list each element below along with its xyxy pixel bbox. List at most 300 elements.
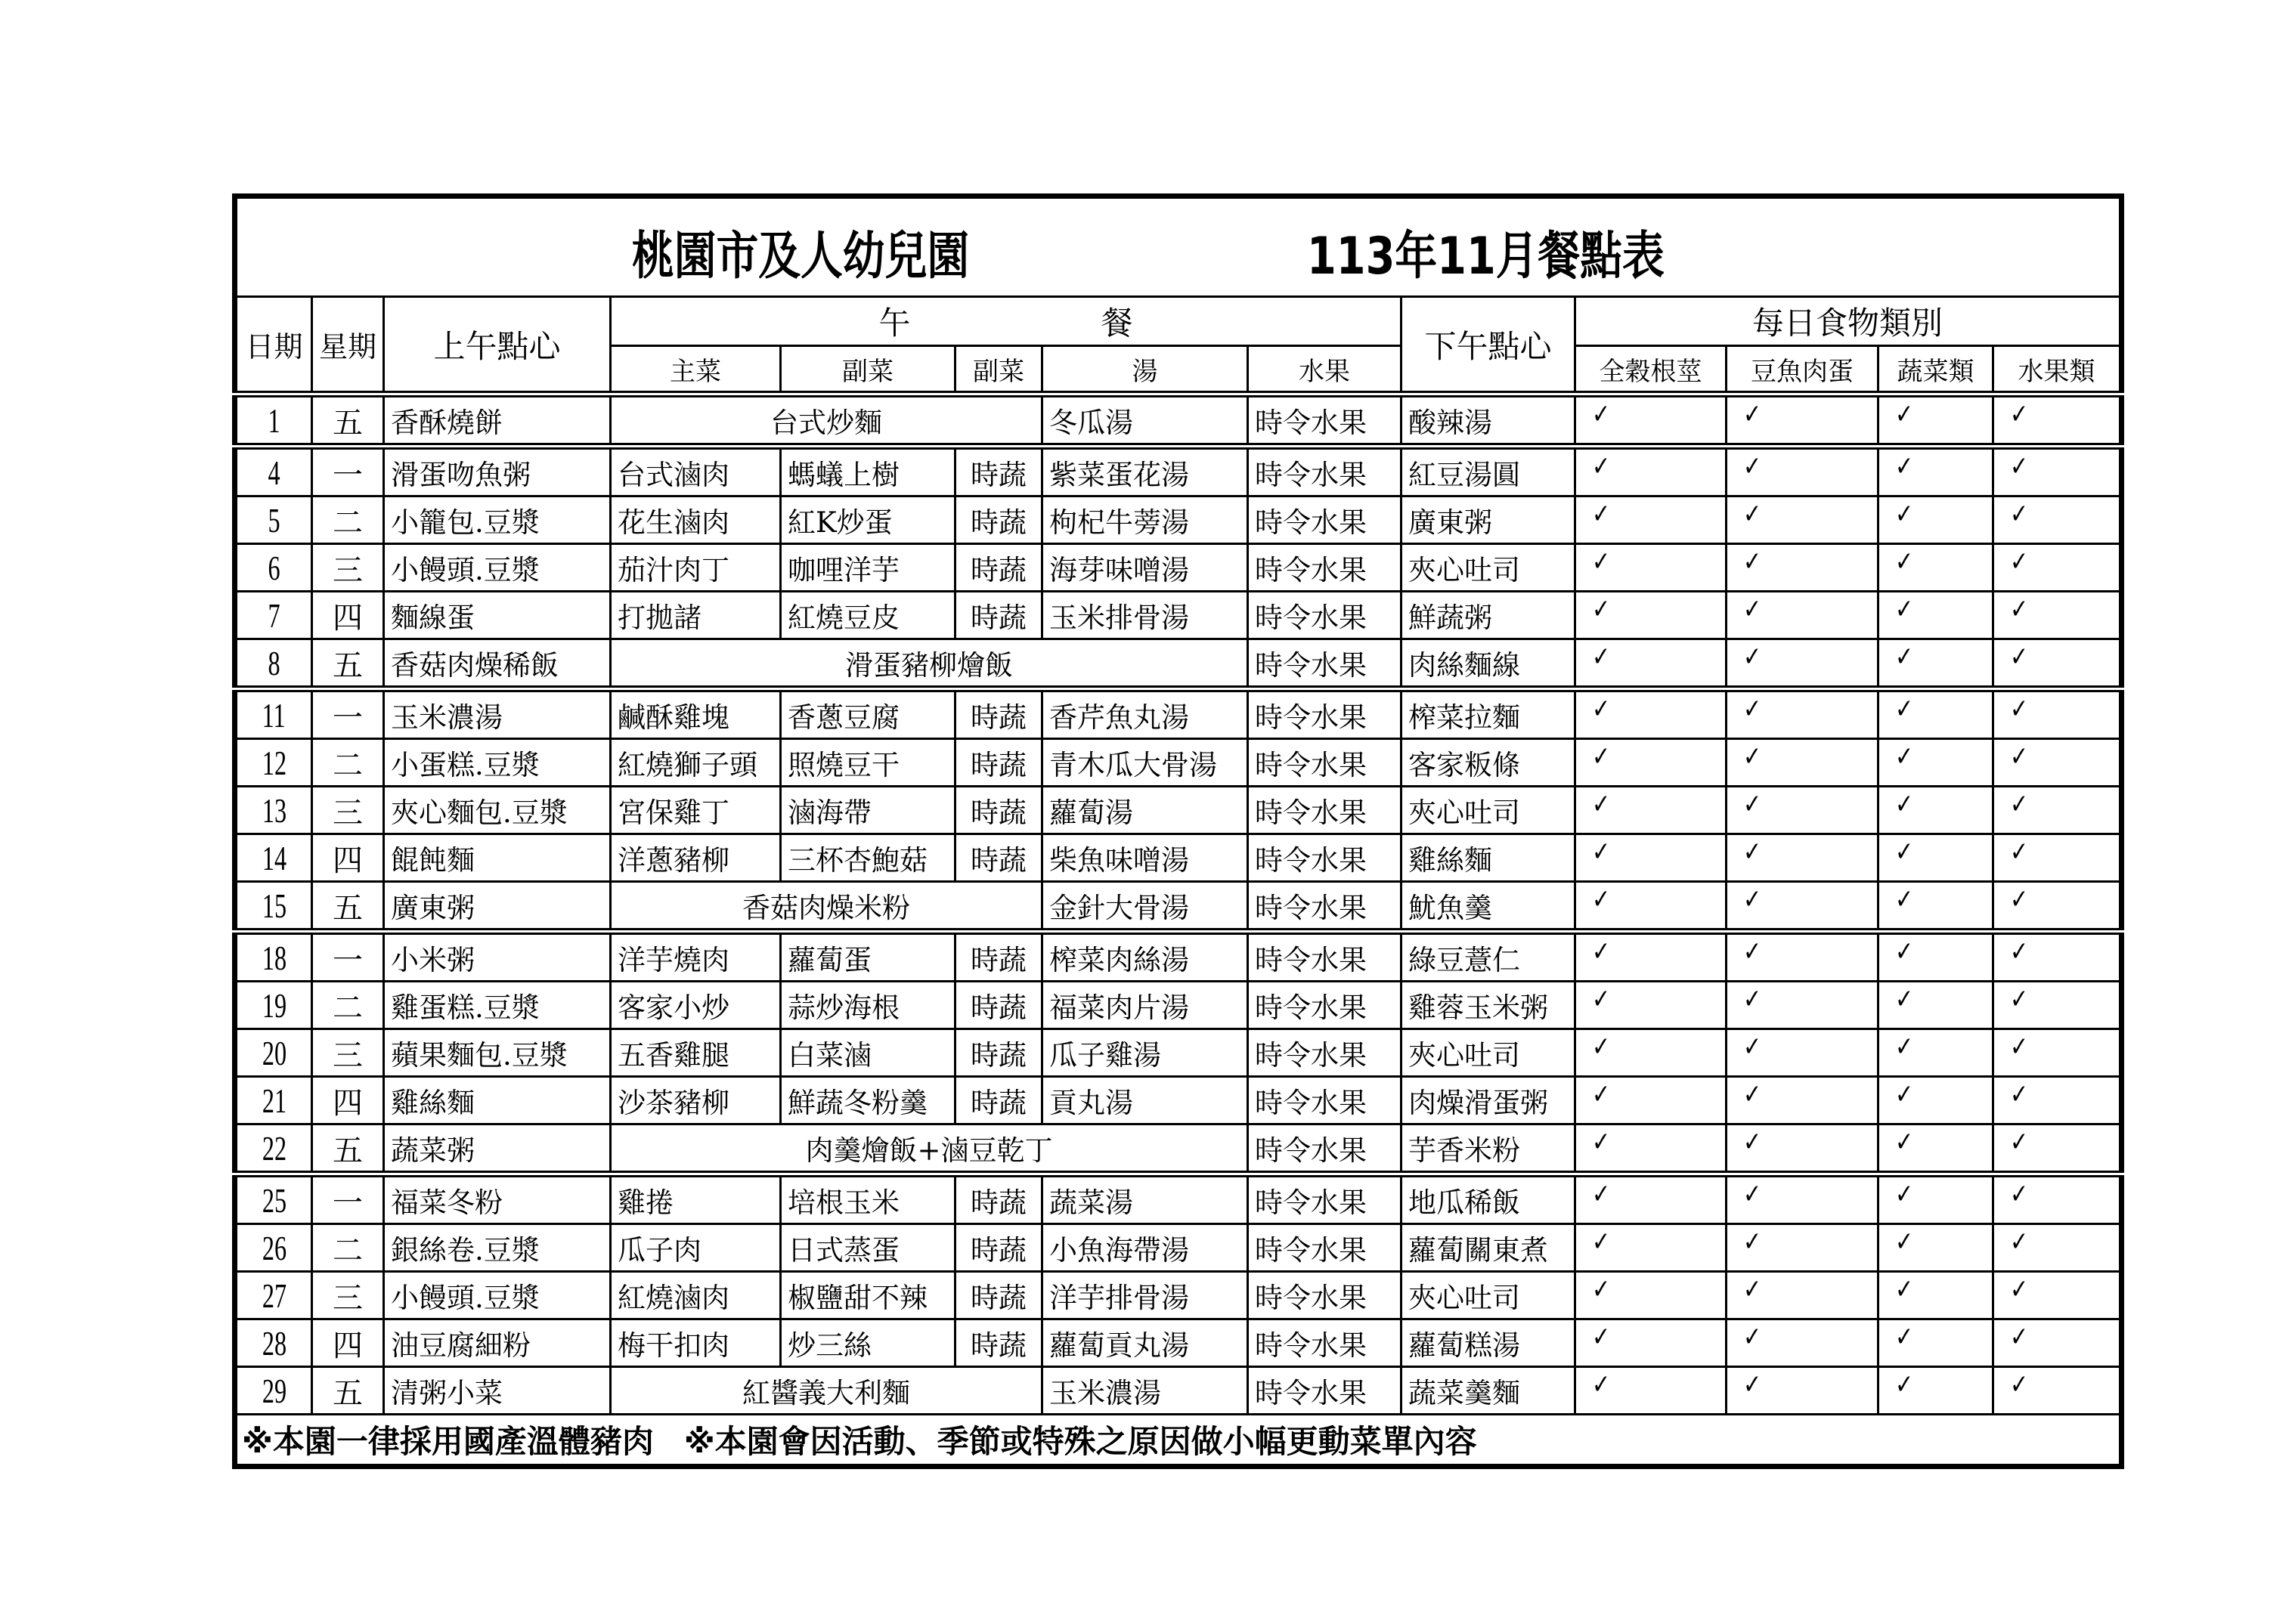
school-name: 桃園市及人幼兒園 <box>632 227 970 286</box>
header-fruit: 水果 <box>1248 346 1401 394</box>
food-group-vegetables-cell <box>1878 932 1993 982</box>
food-group-fruits-cell <box>1993 739 2122 787</box>
check-mark-icon: ✓ <box>1895 1321 1914 1353</box>
food-group-grains-cell <box>1575 932 1727 982</box>
side-dish-1-cell: 咖哩洋芋 <box>781 544 955 592</box>
food-group-fruits-cell <box>1993 1174 2122 1224</box>
menu-row <box>235 394 2122 447</box>
weekday-cell: 三 <box>312 787 384 834</box>
date-cell <box>235 592 312 639</box>
check-mark-icon: ✓ <box>2010 693 2029 725</box>
am-snack-cell: 廣東粥 <box>384 882 611 932</box>
pm-snack-cell: 雞蓉玉米粥 <box>1401 982 1575 1029</box>
check-mark-icon: ✓ <box>2010 883 2029 915</box>
pm-snack-cell: 肉絲麵線 <box>1401 639 1575 689</box>
check-mark-icon: ✓ <box>1895 936 1914 967</box>
pm-snack-cell: 蔬菜羹麵 <box>1401 1367 1575 1415</box>
food-group-fruits-cell <box>1993 834 2122 882</box>
check-mark-icon: ✓ <box>1592 498 1611 530</box>
side-dish-1-cell: 鮮蔬冬粉羹 <box>781 1077 955 1124</box>
food-group-fruits-cell <box>1993 1319 2122 1367</box>
check-mark-icon: ✓ <box>1743 498 1762 530</box>
am-snack-cell: 小籠包.豆漿 <box>384 496 611 544</box>
fruit-cell: 時令水果 <box>1248 834 1401 882</box>
date-value: 13 <box>262 790 286 830</box>
check-mark-icon: ✓ <box>1895 450 1914 482</box>
am-snack-cell: 餛飩麵 <box>384 834 611 882</box>
check-mark-icon: ✓ <box>1592 983 1611 1015</box>
date-cell <box>235 834 312 882</box>
header-pm-snack: 下午點心 <box>1401 297 1575 394</box>
fruit-cell: 時令水果 <box>1248 592 1401 639</box>
weekday-cell: 二 <box>312 739 384 787</box>
check-mark-icon: ✓ <box>2010 788 2029 820</box>
weekday-cell: 四 <box>312 592 384 639</box>
soup-cell: 貢丸湯 <box>1042 1077 1248 1124</box>
check-mark-icon: ✓ <box>1592 693 1611 725</box>
check-mark-icon: ✓ <box>1895 741 1914 772</box>
pm-snack-cell: 廣東粥 <box>1401 496 1575 544</box>
menu-period-title: 113年11月餐點表 <box>1307 227 1665 286</box>
date-cell <box>235 496 312 544</box>
fruit-cell: 時令水果 <box>1248 1367 1401 1415</box>
main-dish-cell: 梅干扣肉 <box>611 1319 781 1367</box>
header-am-snack: 上午點心 <box>384 297 611 394</box>
food-group-protein-cell <box>1727 394 1878 447</box>
menu-row <box>235 639 2122 689</box>
check-mark-icon: ✓ <box>1743 641 1762 673</box>
food-group-grains-cell <box>1575 1124 1727 1174</box>
am-snack-cell: 蘋果麵包.豆漿 <box>384 1029 611 1077</box>
side-dish-1-cell: 蘿蔔蛋 <box>781 932 955 982</box>
fruit-cell: 時令水果 <box>1248 639 1401 689</box>
weekday-cell: 一 <box>312 447 384 496</box>
food-group-vegetables-cell <box>1878 592 1993 639</box>
menu-row <box>235 544 2122 592</box>
main-dish-cell: 打拋諸 <box>611 592 781 639</box>
check-mark-icon: ✓ <box>1592 450 1611 482</box>
pm-snack-cell: 紅豆湯圓 <box>1401 447 1575 496</box>
food-group-protein-cell <box>1727 739 1878 787</box>
check-mark-icon: ✓ <box>1592 936 1611 967</box>
date-cell <box>235 982 312 1029</box>
food-group-vegetables-cell <box>1878 1319 1993 1367</box>
check-mark-icon: ✓ <box>1743 1031 1762 1063</box>
check-mark-icon: ✓ <box>1895 546 1914 577</box>
am-snack-cell: 小米粥 <box>384 932 611 982</box>
menu-row <box>235 1272 2122 1319</box>
check-mark-icon: ✓ <box>1895 1178 1914 1210</box>
lunch-combined-cell: 肉羹燴飯+滷豆乾丁 <box>611 1124 1248 1174</box>
title-cell <box>235 196 2122 297</box>
side-dish-2-cell: 時蔬 <box>955 496 1042 544</box>
menu-row <box>235 1174 2122 1224</box>
food-group-vegetables-cell <box>1878 1029 1993 1077</box>
weekday-cell: 三 <box>312 1272 384 1319</box>
pm-snack-cell: 夾心吐司 <box>1401 544 1575 592</box>
pm-snack-cell: 肉燥滑蛋粥 <box>1401 1077 1575 1124</box>
pm-snack-cell: 蘿蔔糕湯 <box>1401 1319 1575 1367</box>
soup-cell: 福菜肉片湯 <box>1042 982 1248 1029</box>
side-dish-1-cell: 三杯杏鮑菇 <box>781 834 955 882</box>
date-value: 12 <box>262 743 286 782</box>
am-snack-cell: 夾心麵包.豆漿 <box>384 787 611 834</box>
header-soup: 湯 <box>1042 346 1248 394</box>
soup-cell: 玉米排骨湯 <box>1042 592 1248 639</box>
food-group-grains-cell <box>1575 982 1727 1029</box>
fruit-cell: 時令水果 <box>1248 496 1401 544</box>
check-mark-icon: ✓ <box>1743 450 1762 482</box>
check-mark-icon: ✓ <box>1592 1226 1611 1257</box>
fruit-cell: 時令水果 <box>1248 1224 1401 1272</box>
date-cell <box>235 1272 312 1319</box>
check-mark-icon: ✓ <box>2010 1226 2029 1257</box>
side-dish-2-cell: 時蔬 <box>955 787 1042 834</box>
check-mark-icon: ✓ <box>2010 741 2029 772</box>
main-dish-cell: 洋蔥豬柳 <box>611 834 781 882</box>
check-mark-icon: ✓ <box>1895 498 1914 530</box>
side-dish-2-cell: 時蔬 <box>955 1272 1042 1319</box>
date-value: 21 <box>262 1081 286 1120</box>
header-lunch: 午 餐 <box>611 297 1401 346</box>
check-mark-icon: ✓ <box>1895 1078 1914 1110</box>
side-dish-1-cell: 滷海帶 <box>781 787 955 834</box>
lunch-combined-cell: 紅醬義大利麵 <box>611 1367 1042 1415</box>
food-group-fruits-cell <box>1993 689 2122 739</box>
main-dish-cell: 茄汁肉丁 <box>611 544 781 592</box>
food-group-fruits-cell <box>1993 1029 2122 1077</box>
side-dish-2-cell: 時蔬 <box>955 1224 1042 1272</box>
fruit-cell: 時令水果 <box>1248 1272 1401 1319</box>
fruit-cell: 時令水果 <box>1248 882 1401 932</box>
date-cell <box>235 689 312 739</box>
am-snack-cell: 雞蛋糕.豆漿 <box>384 982 611 1029</box>
food-group-protein-cell <box>1727 1029 1878 1077</box>
food-group-fruits-cell <box>1993 1224 2122 1272</box>
food-group-protein-cell <box>1727 1319 1878 1367</box>
check-mark-icon: ✓ <box>1743 883 1762 915</box>
food-group-vegetables-cell <box>1878 1367 1993 1415</box>
menu-row <box>235 739 2122 787</box>
weekday-cell: 四 <box>312 1319 384 1367</box>
pm-snack-cell: 夾心吐司 <box>1401 1029 1575 1077</box>
date-cell <box>235 544 312 592</box>
date-value: 22 <box>262 1128 286 1168</box>
menu-row <box>235 1319 2122 1367</box>
check-mark-icon: ✓ <box>1592 398 1611 430</box>
am-snack-cell: 玉米濃湯 <box>384 689 611 739</box>
date-value: 11 <box>262 695 286 735</box>
weekday-cell: 一 <box>312 932 384 982</box>
main-dish-cell: 花生滷肉 <box>611 496 781 544</box>
fruit-cell: 時令水果 <box>1248 1077 1401 1124</box>
check-mark-icon: ✓ <box>1592 546 1611 577</box>
check-mark-icon: ✓ <box>1895 836 1914 868</box>
check-mark-icon: ✓ <box>1895 593 1914 625</box>
side-dish-2-cell: 時蔬 <box>955 834 1042 882</box>
food-group-protein-cell <box>1727 639 1878 689</box>
fruit-cell: 時令水果 <box>1248 1319 1401 1367</box>
side-dish-2-cell: 時蔬 <box>955 544 1042 592</box>
food-group-vegetables-cell <box>1878 1272 1993 1319</box>
date-cell <box>235 787 312 834</box>
fruit-cell: 時令水果 <box>1248 982 1401 1029</box>
am-snack-cell: 銀絲卷.豆漿 <box>384 1224 611 1272</box>
menu-sheet <box>232 193 2119 1469</box>
check-mark-icon: ✓ <box>1895 983 1914 1015</box>
menu-row <box>235 882 2122 932</box>
food-group-protein-cell <box>1727 1367 1878 1415</box>
side-dish-1-cell: 培根玉米 <box>781 1174 955 1224</box>
pm-snack-cell: 蘿蔔關東煮 <box>1401 1224 1575 1272</box>
fruit-cell: 時令水果 <box>1248 544 1401 592</box>
soup-cell: 金針大骨湯 <box>1042 882 1248 932</box>
header-row-1 <box>235 297 2122 346</box>
date-value: 6 <box>268 548 280 587</box>
side-dish-1-cell: 白菜滷 <box>781 1029 955 1077</box>
menu-row <box>235 1077 2122 1124</box>
fruit-cell: 時令水果 <box>1248 1124 1401 1174</box>
soup-cell: 紫菜蛋花湯 <box>1042 447 1248 496</box>
date-value: 20 <box>262 1033 286 1072</box>
check-mark-icon: ✓ <box>1592 1031 1611 1063</box>
soup-cell: 香芹魚丸湯 <box>1042 689 1248 739</box>
food-group-grains-cell <box>1575 689 1727 739</box>
pm-snack-cell: 客家粄條 <box>1401 739 1575 787</box>
side-dish-2-cell: 時蔬 <box>955 1319 1042 1367</box>
date-value: 18 <box>262 938 286 977</box>
date-value: 4 <box>268 453 280 492</box>
food-group-protein-cell <box>1727 787 1878 834</box>
soup-cell: 玉米濃湯 <box>1042 1367 1248 1415</box>
am-snack-cell: 小饅頭.豆漿 <box>384 1272 611 1319</box>
menu-row <box>235 1124 2122 1174</box>
pm-snack-cell: 鮮蔬粥 <box>1401 592 1575 639</box>
weekday-cell: 一 <box>312 689 384 739</box>
header-side-dish-1: 副菜 <box>781 346 955 394</box>
date-cell <box>235 1319 312 1367</box>
food-group-grains-cell <box>1575 639 1727 689</box>
food-group-fruits-cell <box>1993 639 2122 689</box>
menu-row <box>235 689 2122 739</box>
side-dish-1-cell: 椒鹽甜不辣 <box>781 1272 955 1319</box>
check-mark-icon: ✓ <box>2010 936 2029 967</box>
date-value: 29 <box>262 1371 286 1410</box>
date-value: 15 <box>262 886 286 925</box>
check-mark-icon: ✓ <box>1592 1369 1611 1400</box>
main-dish-cell: 紅燒獅子頭 <box>611 739 781 787</box>
food-group-grains-cell <box>1575 1174 1727 1224</box>
food-group-fruits-cell <box>1993 447 2122 496</box>
fruit-cell: 時令水果 <box>1248 787 1401 834</box>
soup-cell: 洋芋排骨湯 <box>1042 1272 1248 1319</box>
fruit-cell: 時令水果 <box>1248 447 1401 496</box>
pm-snack-cell: 芋香米粉 <box>1401 1124 1575 1174</box>
weekday-cell: 四 <box>312 834 384 882</box>
side-dish-1-cell: 蒜炒海根 <box>781 982 955 1029</box>
weekday-cell: 一 <box>312 1174 384 1224</box>
check-mark-icon: ✓ <box>2010 1369 2029 1400</box>
food-group-grains-cell <box>1575 834 1727 882</box>
header-date: 日期 <box>235 297 312 394</box>
weekday-cell: 二 <box>312 496 384 544</box>
check-mark-icon: ✓ <box>1895 693 1914 725</box>
food-group-fruits-cell <box>1993 394 2122 447</box>
check-mark-icon: ✓ <box>1592 1273 1611 1305</box>
date-value: 19 <box>262 985 286 1025</box>
lunch-combined-cell: 台式炒麵 <box>611 394 1042 447</box>
food-group-vegetables-cell <box>1878 1224 1993 1272</box>
side-dish-1-cell: 紅K炒蛋 <box>781 496 955 544</box>
header-vegetables: 蔬菜類 <box>1878 346 1993 394</box>
main-dish-cell: 紅燒滷肉 <box>611 1272 781 1319</box>
date-value: 8 <box>268 643 280 682</box>
date-cell <box>235 1124 312 1174</box>
weekday-cell: 三 <box>312 1029 384 1077</box>
food-group-grains-cell <box>1575 544 1727 592</box>
check-mark-icon: ✓ <box>2010 546 2029 577</box>
date-value: 28 <box>262 1323 286 1363</box>
check-mark-icon: ✓ <box>1743 1321 1762 1353</box>
food-group-grains-cell <box>1575 1029 1727 1077</box>
check-mark-icon: ✓ <box>2010 1126 2029 1158</box>
date-value: 7 <box>268 595 280 635</box>
fruit-cell: 時令水果 <box>1248 1029 1401 1077</box>
check-mark-icon: ✓ <box>1895 1226 1914 1257</box>
pm-snack-cell: 雞絲麵 <box>1401 834 1575 882</box>
check-mark-icon: ✓ <box>1743 593 1762 625</box>
main-dish-cell: 五香雞腿 <box>611 1029 781 1077</box>
meal-schedule-table <box>232 193 2124 1469</box>
check-mark-icon: ✓ <box>1743 1126 1762 1158</box>
header-fruits: 水果類 <box>1993 346 2122 394</box>
date-value: 26 <box>262 1228 286 1267</box>
fruit-cell: 時令水果 <box>1248 689 1401 739</box>
am-snack-cell: 滑蛋吻魚粥 <box>384 447 611 496</box>
main-dish-cell: 雞捲 <box>611 1174 781 1224</box>
food-group-grains-cell <box>1575 447 1727 496</box>
main-dish-cell: 洋芋燒肉 <box>611 932 781 982</box>
header-weekday: 星期 <box>312 297 384 394</box>
food-group-vegetables-cell <box>1878 787 1993 834</box>
food-group-fruits-cell <box>1993 982 2122 1029</box>
check-mark-icon: ✓ <box>1743 1273 1762 1305</box>
food-group-protein-cell <box>1727 544 1878 592</box>
food-group-fruits-cell <box>1993 882 2122 932</box>
food-group-vegetables-cell <box>1878 1077 1993 1124</box>
side-dish-1-cell: 紅燒豆皮 <box>781 592 955 639</box>
food-group-grains-cell <box>1575 882 1727 932</box>
food-group-grains-cell <box>1575 1272 1727 1319</box>
food-group-protein-cell <box>1727 1174 1878 1224</box>
check-mark-icon: ✓ <box>1743 398 1762 430</box>
date-value: 25 <box>262 1180 286 1220</box>
date-value: 14 <box>262 838 286 877</box>
check-mark-icon: ✓ <box>1895 1031 1914 1063</box>
side-dish-2-cell: 時蔬 <box>955 982 1042 1029</box>
menu-row <box>235 787 2122 834</box>
food-group-grains-cell <box>1575 394 1727 447</box>
food-group-fruits-cell <box>1993 1367 2122 1415</box>
check-mark-icon: ✓ <box>1743 1226 1762 1257</box>
weekday-cell: 五 <box>312 394 384 447</box>
main-dish-cell: 瓜子肉 <box>611 1224 781 1272</box>
food-group-fruits-cell <box>1993 1077 2122 1124</box>
menu-row <box>235 1224 2122 1272</box>
food-group-grains-cell <box>1575 592 1727 639</box>
check-mark-icon: ✓ <box>1592 1178 1611 1210</box>
soup-cell: 冬瓜湯 <box>1042 394 1248 447</box>
check-mark-icon: ✓ <box>1592 741 1611 772</box>
food-group-protein-cell <box>1727 982 1878 1029</box>
fruit-cell: 時令水果 <box>1248 394 1401 447</box>
main-dish-cell: 沙茶豬柳 <box>611 1077 781 1124</box>
weekday-cell: 五 <box>312 1124 384 1174</box>
check-mark-icon: ✓ <box>2010 836 2029 868</box>
menu-row <box>235 834 2122 882</box>
side-dish-1-cell: 炒三絲 <box>781 1319 955 1367</box>
menu-row <box>235 496 2122 544</box>
check-mark-icon: ✓ <box>1743 693 1762 725</box>
fruit-cell: 時令水果 <box>1248 739 1401 787</box>
pm-snack-cell: 魷魚羹 <box>1401 882 1575 932</box>
side-dish-2-cell: 時蔬 <box>955 1174 1042 1224</box>
side-dish-1-cell: 螞蟻上樹 <box>781 447 955 496</box>
check-mark-icon: ✓ <box>2010 983 2029 1015</box>
food-group-grains-cell <box>1575 739 1727 787</box>
food-group-grains-cell <box>1575 1077 1727 1124</box>
food-group-grains-cell <box>1575 787 1727 834</box>
check-mark-icon: ✓ <box>1895 1273 1914 1305</box>
weekday-cell: 三 <box>312 544 384 592</box>
date-cell <box>235 1029 312 1077</box>
food-group-fruits-cell <box>1993 496 2122 544</box>
food-group-vegetables-cell <box>1878 544 1993 592</box>
check-mark-icon: ✓ <box>1592 1078 1611 1110</box>
fruit-cell: 時令水果 <box>1248 932 1401 982</box>
check-mark-icon: ✓ <box>1743 936 1762 967</box>
check-mark-icon: ✓ <box>1592 1126 1611 1158</box>
check-mark-icon: ✓ <box>1592 836 1611 868</box>
date-cell <box>235 1174 312 1224</box>
pm-snack-cell: 夾心吐司 <box>1401 1272 1575 1319</box>
check-mark-icon: ✓ <box>1895 788 1914 820</box>
footer-notes <box>235 1415 2122 1467</box>
check-mark-icon: ✓ <box>2010 1078 2029 1110</box>
food-group-fruits-cell <box>1993 544 2122 592</box>
soup-cell: 枸杞牛蒡湯 <box>1042 496 1248 544</box>
am-snack-cell: 香菇肉燥稀飯 <box>384 639 611 689</box>
food-group-vegetables-cell <box>1878 447 1993 496</box>
soup-cell: 海芽味噌湯 <box>1042 544 1248 592</box>
check-mark-icon: ✓ <box>1895 398 1914 430</box>
check-mark-icon: ✓ <box>2010 641 2029 673</box>
food-group-protein-cell <box>1727 1124 1878 1174</box>
am-snack-cell: 麵線蛋 <box>384 592 611 639</box>
food-group-vegetables-cell <box>1878 982 1993 1029</box>
food-group-vegetables-cell <box>1878 739 1993 787</box>
am-snack-cell: 雞絲麵 <box>384 1077 611 1124</box>
am-snack-cell: 小蛋糕.豆漿 <box>384 739 611 787</box>
check-mark-icon: ✓ <box>1895 883 1914 915</box>
pm-snack-cell: 夾心吐司 <box>1401 787 1575 834</box>
food-group-protein-cell <box>1727 834 1878 882</box>
menu-row <box>235 447 2122 496</box>
date-cell <box>235 394 312 447</box>
check-mark-icon: ✓ <box>2010 450 2029 482</box>
check-mark-icon: ✓ <box>1743 546 1762 577</box>
check-mark-icon: ✓ <box>1592 593 1611 625</box>
